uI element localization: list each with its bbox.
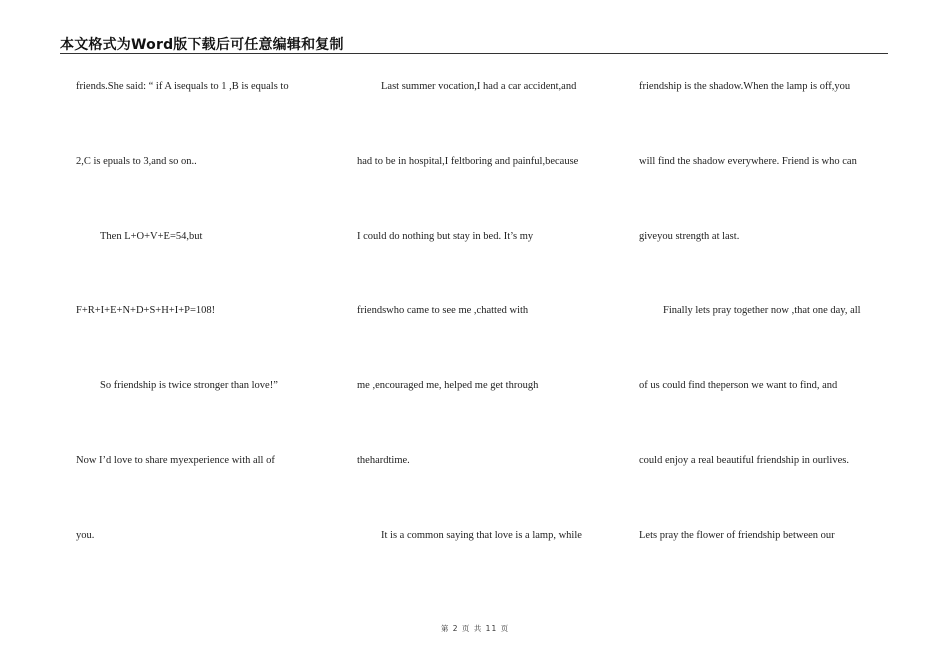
text-line: Now I’d love to share myexperience with all of <box>76 455 275 466</box>
text-line: could enjoy a real beautiful friendship in ourlives. <box>639 455 849 466</box>
text-line: of us could find theperson we want to find, and <box>639 380 838 391</box>
document-header-title: 本文格式为Word版下载后可任意编辑和复制 <box>60 37 344 53</box>
text-line: Finally lets pray together now ,that one day, all <box>663 305 861 316</box>
text-line: Last summer vocation,I had a car accident,and <box>381 81 577 92</box>
text-line: thehardtime. <box>357 455 410 466</box>
text-line: me ,encouraged me, helped me get through <box>357 380 539 391</box>
text-line: I could do nothing but stay in bed. It’s my <box>357 231 534 242</box>
page-number-footer: 第 2 页 共 11 页 <box>440 624 510 633</box>
text-line: friends.She said: “ if A isequals to 1 ,B is equals to <box>76 81 289 92</box>
text-line: It is a common saying that love is a lamp, while <box>381 530 582 541</box>
text-line: friendswho came to see me ,chatted with <box>357 305 529 316</box>
text-line: So friendship is twice stronger than love!” <box>100 380 278 391</box>
header-rule <box>60 53 888 54</box>
text-line: friendship is the shadow.When the lamp is off,you <box>639 81 851 92</box>
text-line: giveyou strength at last. <box>639 231 740 242</box>
text-line: you. <box>76 530 95 541</box>
text-line: Then L+O+V+E=54,but <box>100 231 203 242</box>
text-line: 2,C is epuals to 3,and so on.. <box>76 156 197 167</box>
text-line: will find the shadow everywhere. Friend is who can <box>639 156 857 167</box>
text-line: had to be in hospital,I feltboring and painful,because <box>357 156 579 167</box>
text-line: F+R+I+E+N+D+S+H+I+P=108! <box>76 305 216 316</box>
text-line: Lets pray the flower of friendship between our <box>639 530 835 541</box>
